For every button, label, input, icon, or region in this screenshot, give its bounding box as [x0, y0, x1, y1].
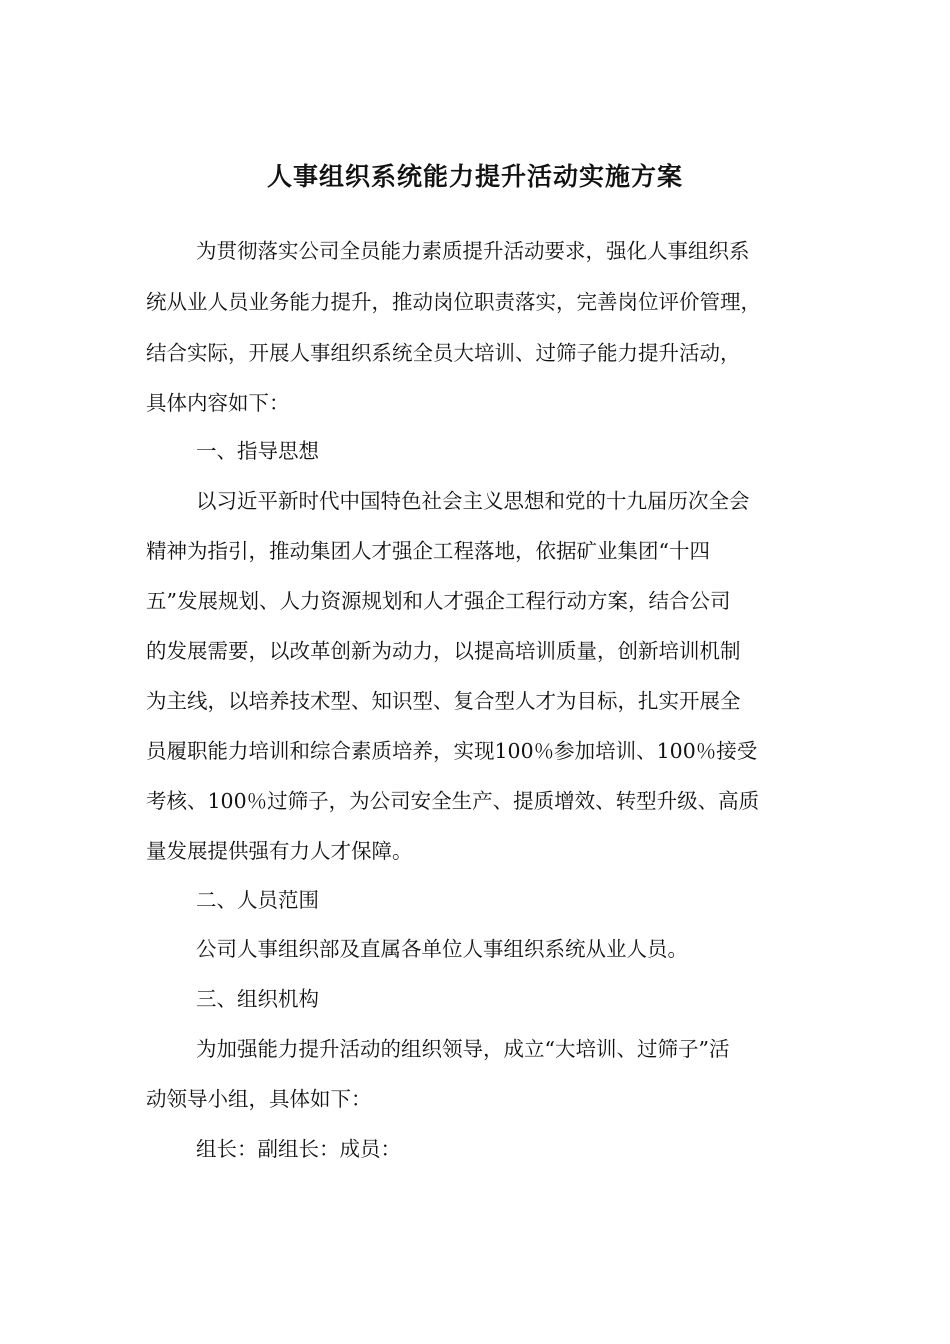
paragraph-line: 量发展提供强有力人才保障。	[146, 839, 413, 863]
paragraph-line: 精神为指引，推动集团人才强企工程落地，依据矿业集团“十四	[146, 539, 710, 563]
paragraph-line: 的发展需要，以改革创新为动力，以提高培训质量，创新培训机制	[146, 639, 741, 663]
paragraph-line: 以习近平新时代中国特色社会主义思想和党的十九届历次全会	[196, 489, 750, 513]
paragraph-line: 为主线，以培养技术型、知识型、复合型人才为目标，扎实开展全	[146, 689, 741, 713]
document-title: 人事组织系统能力提升活动实施方案	[266, 162, 683, 191]
paragraph-line: 结合实际，开展人事组织系统全员大培训、过筛子能力提升活动，	[146, 341, 741, 365]
paragraph-line: 动领导小组，具体如下：	[146, 1087, 372, 1111]
paragraph-line: 统从业人员业务能力提升，推动岗位职责落实，完善岗位评价管理，	[146, 290, 761, 314]
section-heading: 三、组织机构	[196, 987, 319, 1011]
paragraph-line: 具体内容如下：	[146, 391, 290, 415]
paragraph-line: 员履职能力培训和综合素质培养，实现100％参加培训、100％接受	[146, 739, 758, 763]
paragraph-line: 组长：副组长：成员：	[196, 1137, 401, 1161]
paragraph-line: 为加强能力提升活动的组织领导，成立“大培训、过筛子”活	[196, 1037, 730, 1061]
section-heading: 一、指导思想	[196, 439, 319, 463]
section-heading: 二、人员范围	[196, 888, 319, 912]
paragraph-line: 公司人事组织部及直属各单位人事组织系统从业人员。	[196, 937, 688, 961]
paragraph-line: 为贯彻落实公司全员能力素质提升活动要求，强化人事组织系	[196, 239, 750, 263]
paragraph-line: 考核、100％过筛子，为公司安全生产、提质增效、转型升级、高质	[146, 789, 760, 813]
paragraph-line: 五”发展规划、人力资源规划和人才强企工程行动方案，结合公司	[146, 589, 731, 613]
